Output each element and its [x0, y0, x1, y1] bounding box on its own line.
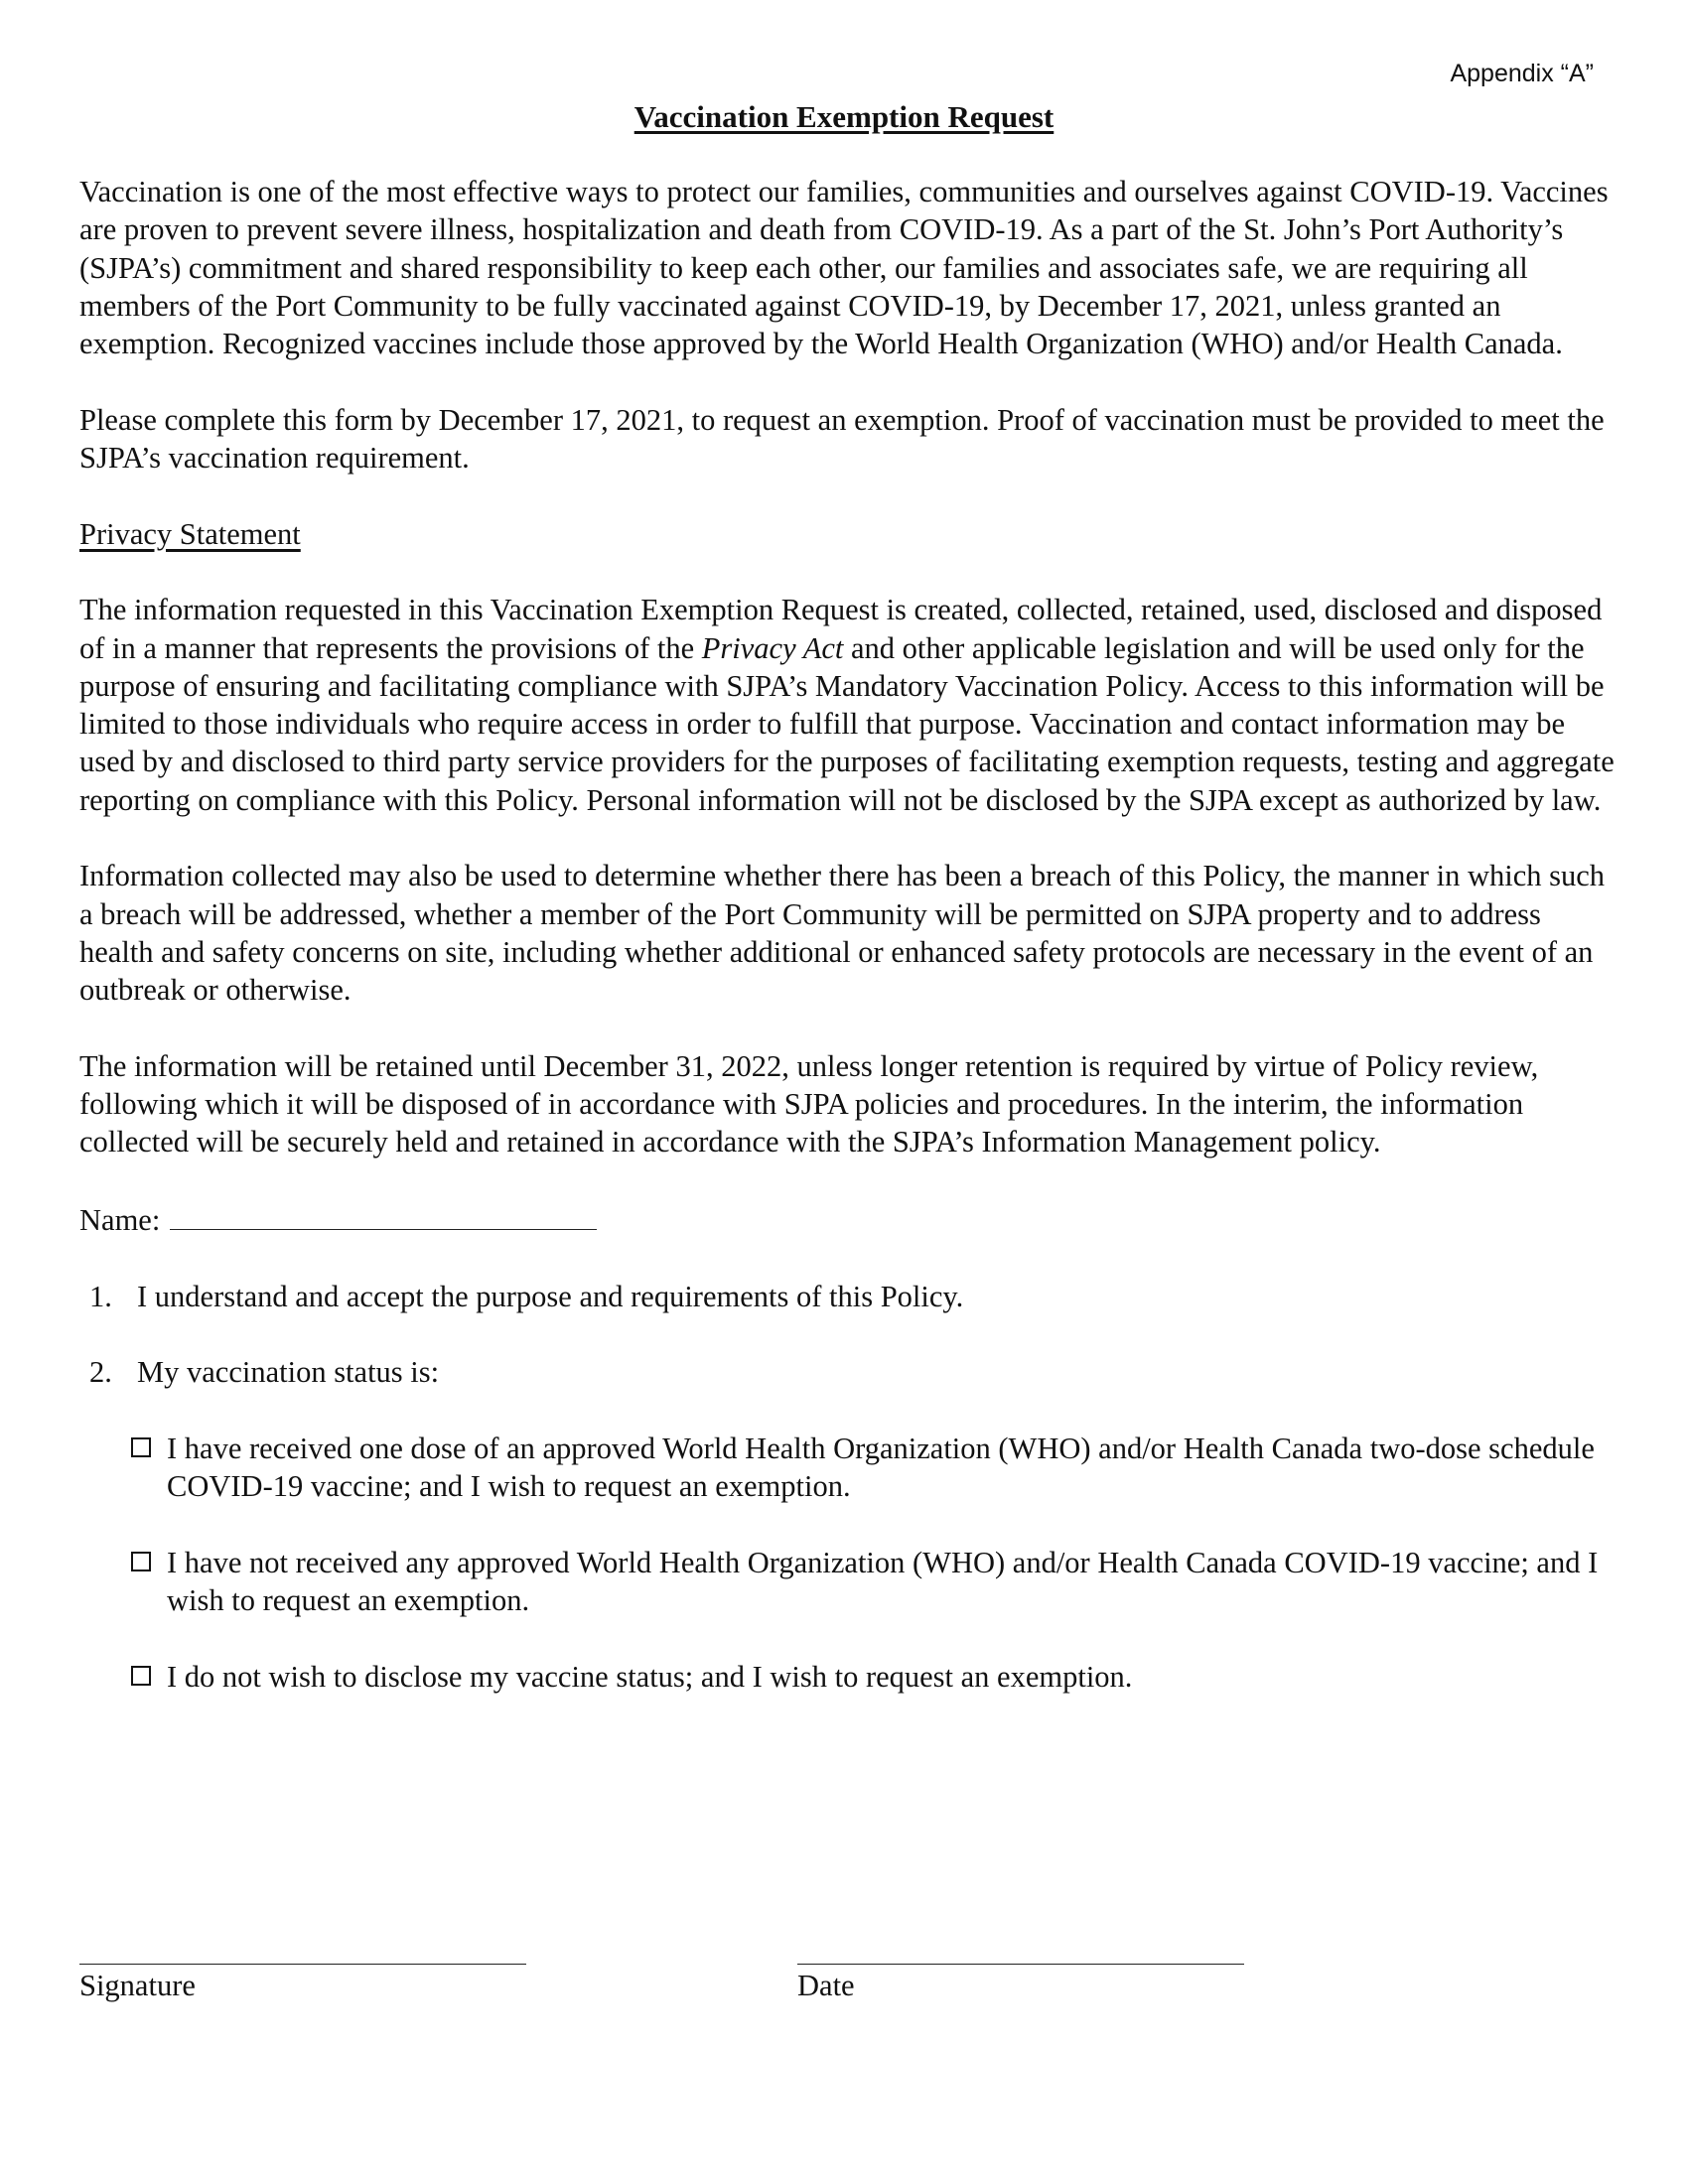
checkbox[interactable] — [131, 1552, 151, 1571]
item-text: My vaccination status is: — [137, 1355, 440, 1390]
privacy-text-after: and other applicable legislation and will be used only for the purpose of ensuring and facilitating compliance with SJPA’s Mandatory Vaccination Policy. Access to this information will be limited to those individuals who require access in order to fulfill that purpose. Vaccination and contact information may be used by and disclosed to third party service providers for the purposes of facilitating exemption requests, testing and aggregate reporting on compliance with this Policy. Personal information will not be disclosed by the SJPA except as authorized by law. — [79, 630, 1615, 817]
option-text: I have received one dose of an approved World Health Organization (WHO) and/or Health Canada two-dose schedule COVID-19 vaccine; and I wish to request an exemption. — [167, 1431, 1595, 1504]
form-body — [79, 173, 1618, 1733]
appendix-label: Appendix “A” — [1450, 60, 1594, 87]
option-text: I have not received any approved World Health Organization (WHO) and/or Health Canada COVID-19 vaccine; and I wish to request an exemption. — [167, 1545, 1599, 1617]
privacy-text-before: The information requested in this Vaccination Exemption Request is created, collected, retained, used, disclosed and disposed of in a manner that represents the provisions of the — [79, 593, 1603, 665]
option-not-disclosed — [79, 1658, 1618, 1696]
privacy-heading: Privacy Statement — [79, 516, 301, 551]
date-block — [797, 1964, 1244, 2003]
page-title: Vaccination Exemption Request — [633, 99, 1055, 134]
name-field[interactable] — [170, 1199, 597, 1230]
name-label: Name: — [79, 1203, 161, 1238]
option-text: I do not wish to disclose my vaccine status; and I wish to request an exemption. — [167, 1659, 1133, 1694]
date-field[interactable] — [797, 1964, 1244, 1965]
privacy-paragraph — [79, 591, 1618, 819]
checkbox[interactable] — [131, 1666, 151, 1686]
breach-paragraph: Information collected may also be used to determine whether there has been a breach of this Policy, the manner in which such a breach will be addressed, whether a member of the Port Community will be permitted on SJPA property and to address health and safety concerns on site, including whether additional or enhanced safety protocols are necessary in the event of an outbreak or otherwise. — [79, 859, 1606, 1008]
item-number: 1. — [89, 1279, 112, 1313]
item-text: I understand and accept the purpose and requirements of this Policy. — [137, 1279, 964, 1313]
retention-paragraph: The information will be retained until December 31, 2022, unless longer retention is required by virtue of Policy review, following which it will be disposed of in accordance with SJPA policies and procedures. In the interim, the information collected will be securely held and retained in accordance with the SJPA’s Information Management policy. — [79, 1048, 1539, 1160]
option-one-dose — [79, 1430, 1618, 1506]
item-number: 2. — [89, 1355, 112, 1390]
privacy-act-reference: Privacy Act — [701, 630, 844, 665]
signature-label: Signature — [79, 1969, 196, 2002]
list-item — [79, 1353, 1618, 1391]
signature-block — [79, 1964, 526, 2003]
completion-instructions: Please complete this form by December 17, 2021, to request an exemption. Proof of vaccination must be provided to meet the SJPA’s vaccination requirement. — [79, 402, 1605, 476]
signature-field[interactable] — [79, 1964, 526, 1965]
intro-paragraph: Vaccination is one of the most effective ways to protect our families, communities and ourselves against COVID-19. Vaccines are proven to prevent severe illness, hospitalization and death from COVID-19. As a part of the St. John’s Port Authority’s (SJPA’s) commitment and shared responsibility to keep each other, our families and associates safe, we are requiring all members of the Port Community to be fully vaccinated against COVID-19, by December 17, 2021, unless granted an exemption. Recognized vaccines include those approved by the World Health Organization (WHO) and/or Health Canada. — [79, 175, 1609, 361]
list-item — [79, 1278, 1618, 1315]
name-row — [79, 1199, 1618, 1239]
option-not-vaccinated — [79, 1544, 1618, 1620]
checkbox[interactable] — [131, 1437, 151, 1457]
date-label: Date — [797, 1969, 855, 2002]
